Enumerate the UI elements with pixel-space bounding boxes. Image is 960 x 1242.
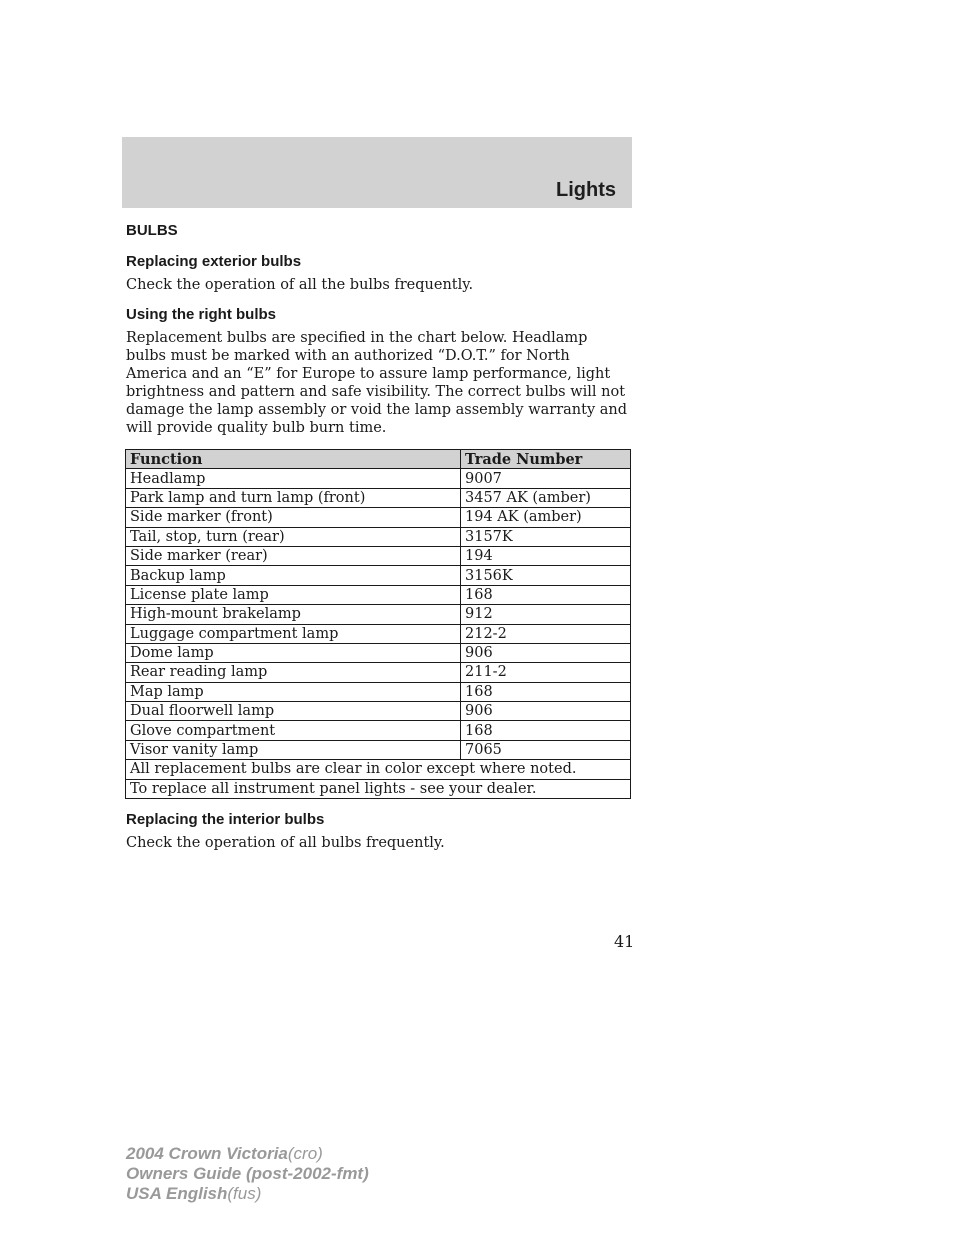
function-cell: Rear reading lamp <box>126 663 461 682</box>
table-row <box>126 702 631 721</box>
table-row <box>126 605 631 624</box>
bulb-table <box>125 449 631 799</box>
table-note-row <box>126 779 631 798</box>
trade-number-cell: 194 <box>461 546 631 565</box>
bulbs-heading: BULBS <box>126 222 178 239</box>
function-cell: Luggage compartment lamp <box>126 624 461 643</box>
footer-model: 2004 Crown Victoria <box>126 1144 288 1163</box>
table-row <box>126 527 631 546</box>
table-row <box>126 566 631 585</box>
function-cell: License plate lamp <box>126 585 461 604</box>
trade-number-cell: 168 <box>461 721 631 740</box>
table-note: All replacement bulbs are clear in color except where noted. <box>126 760 631 779</box>
function-cell: Park lamp and turn lamp (front) <box>126 488 461 507</box>
exterior-bulbs-heading: Replacing exterior bulbs <box>126 253 302 270</box>
footer-language: USA English <box>126 1184 228 1203</box>
trade-number-cell: 3156K <box>461 566 631 585</box>
section-title: Lights <box>556 179 616 201</box>
page-number: 41 <box>614 932 635 951</box>
function-cell: Dome lamp <box>126 643 461 662</box>
right-bulbs-heading: Using the right bulbs <box>126 306 276 323</box>
function-cell: High-mount brakelamp <box>126 605 461 624</box>
table-row <box>126 643 631 662</box>
exterior-bulbs-text: Check the operation of all the bulbs frequently. <box>126 277 474 293</box>
table-body <box>126 469 631 799</box>
function-cell: Glove compartment <box>126 721 461 740</box>
header-trade-number: Trade Number <box>461 450 631 469</box>
function-cell: Dual floorwell lamp <box>126 702 461 721</box>
table-row <box>126 624 631 643</box>
trade-number-cell: 168 <box>461 585 631 604</box>
table-header-row <box>126 450 631 469</box>
function-cell: Visor vanity lamp <box>126 740 461 759</box>
right-bulbs-text: Replacement bulbs are specified in the chart below. Headlamp bulbs must be marked with an authorized “D.O.T.” for North America and an “E” for Europe to assure lamp performance, light brightness and pattern and safe visibility. The correct bulbs will not damage the lamp assembly or void the lamp assembly warranty and will provide quality bulb burn time. <box>126 330 628 436</box>
footer-line-3 <box>126 1184 369 1204</box>
interior-bulbs-text: Check the operation of all bulbs frequently. <box>126 835 445 852</box>
document-footer <box>126 1144 369 1204</box>
trade-number-cell: 3157K <box>461 527 631 546</box>
footer-language-code: (fus) <box>227 1184 262 1203</box>
table-row <box>126 585 631 604</box>
table-row <box>126 740 631 759</box>
table-row <box>126 663 631 682</box>
table-row <box>126 488 631 507</box>
trade-number-cell: 212-2 <box>461 624 631 643</box>
table-row <box>126 721 631 740</box>
table-row <box>126 469 631 488</box>
trade-number-cell: 906 <box>461 702 631 721</box>
table-note-row <box>126 760 631 779</box>
function-cell: Backup lamp <box>126 566 461 585</box>
trade-number-cell: 7065 <box>461 740 631 759</box>
table-row <box>126 508 631 527</box>
function-cell: Tail, stop, turn (rear) <box>126 527 461 546</box>
footer-model-code: (cro) <box>287 1144 323 1163</box>
section-header-band <box>122 137 632 208</box>
trade-number-cell: 3457 AK (amber) <box>461 488 631 507</box>
interior-bulbs-heading: Replacing the interior bulbs <box>126 811 325 829</box>
trade-number-cell: 211-2 <box>461 663 631 682</box>
footer-line-2 <box>126 1164 369 1184</box>
table-row <box>126 546 631 565</box>
footer-guide: Owners Guide (post-2002-fmt) <box>126 1164 369 1183</box>
table-note: To replace all instrument panel lights - see your dealer. <box>126 779 631 798</box>
header-function: Function <box>126 450 461 469</box>
page-content <box>126 222 632 864</box>
table-row <box>126 682 631 701</box>
trade-number-cell: 912 <box>461 605 631 624</box>
trade-number-cell: 194 AK (amber) <box>461 508 631 527</box>
trade-number-cell: 168 <box>461 682 631 701</box>
function-cell: Map lamp <box>126 682 461 701</box>
trade-number-cell: 906 <box>461 643 631 662</box>
function-cell: Side marker (front) <box>126 508 461 527</box>
function-cell: Side marker (rear) <box>126 546 461 565</box>
trade-number-cell: 9007 <box>461 469 631 488</box>
function-cell: Headlamp <box>126 469 461 488</box>
footer-line-1 <box>126 1144 369 1164</box>
